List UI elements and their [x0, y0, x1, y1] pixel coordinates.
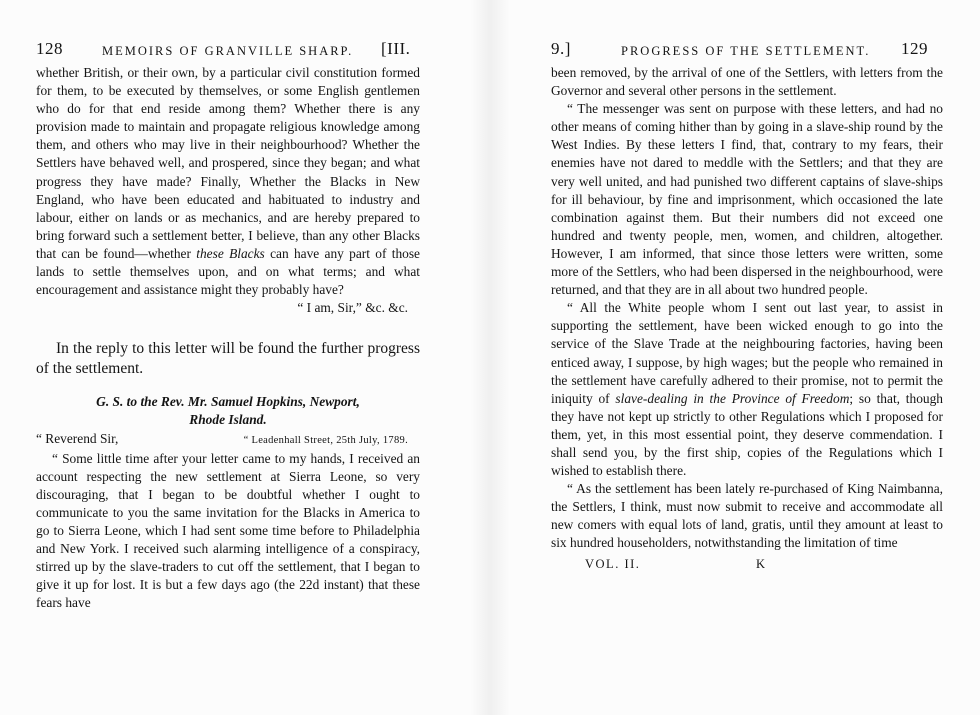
- left-page-header: [36, 39, 420, 64]
- emphasis-text: these Blacks: [196, 245, 265, 261]
- letter-signoff: “ I am, Sir,” &c. &c.: [297, 300, 408, 316]
- right-page: [551, 0, 943, 715]
- running-title: MEMOIRS OF GRANVILLE SHARP.: [102, 44, 354, 58]
- running-title: PROGRESS OF THE SETTLEMENT.: [621, 44, 871, 58]
- letter-paragraph: “ As the settlement has been lately re-purchased of King Naimbanna, the Settlers, I think, must now submit to receive and accommodate all new comers with equal lots of land, gratis, until they amount at least to six hundred householders, notwithstanding the limitation of time: [551, 481, 943, 551]
- page-number: 129: [901, 39, 928, 58]
- right-page-body: [551, 64, 943, 553]
- volume-label: VOL. II.: [585, 556, 641, 571]
- book-gutter: [470, 0, 510, 715]
- section-mark: [III.: [381, 39, 411, 58]
- left-page-body: [36, 64, 420, 612]
- left-page: [36, 0, 420, 715]
- letter-addressee: G. S. to the Rev. Mr. Samuel Hopkins, Newport, Rhode Island.: [96, 394, 360, 428]
- letter-paragraph: “ Some little time after your letter came to my hands, I received an account respecting the new settlement at Sierra Leone, so very discouraging, that I began to be doubtful whether I ought to communicate to you the same invitation for the Blacks in America to go to Sierra Leone, which I had sent some time before to Philadelphia and New York. I received such alarming intelligence of a conspiracy, stirred up by the slave-traders to cut off the settlement, that I began to give it up for lost. It is but a few days ago (the 22d instant) that these fears have: [36, 450, 420, 611]
- section-mark: 9.]: [551, 39, 571, 58]
- page-footer: [551, 557, 943, 577]
- letter-paragraph: “ The messenger was sent on purpose with these letters, and had no other means of coming hither than by going in a slave-ship round by the West Indies. By these letters I find, that, contrary to my fears, their enemies have not dared to meddle with the Settlers; and that they are very well united, and had punished two different captains of slave-ships for ill behaviour, by fine and imprisonment, which occasioned the late combination against them. But their numbers did not exceed one hundred and twenty people, men, women, and children, altogether. However, I am informed, that since those letters were written, some more of the Settlers, who had been dispersed in the neighbourhood, were returned, and that they are in all about two hundred people.: [551, 101, 943, 298]
- signature-mark: K: [756, 556, 767, 571]
- letter-dateline: “ Leadenhall Street, 25th July, 1789.: [243, 434, 408, 446]
- right-page-header: [551, 39, 943, 64]
- reply-note: In the reply to this letter will be found the further progress of the settlement.: [36, 340, 420, 378]
- emphasis-text: slave-dealing in the Province of Freedom: [615, 390, 850, 406]
- letter-paragraph: “ All the White people whom I sent out last year, to assist in supporting the settlement, have been wicked enough to go into the service of the Slave Trade at the neighbouring factories, having been enticed away, I suppose, by high wages; but the people who remained in the settlement have carefully adhered to their promise, not to permit the iniquity of slave-dealing in the Province of Freedom; so that, though they have not kept up strictly to other Regulations which I proposed for them, yet, in this most essential point, they deserve commendation. I shall send you, by the first ship, copies of the Regulations which I wished to establish there.: [551, 300, 944, 479]
- page-number: 128: [36, 39, 63, 58]
- salutation-line: [36, 430, 420, 450]
- salutation: “ Reverend Sir,: [36, 430, 119, 446]
- letter-paragraph: been removed, by the arrival of one of the Settlers, with letters from the Governor and several other persons in the settlement.: [551, 65, 943, 99]
- letter-paragraph: whether British, or their own, by a particular civil constitution formed for them, to be executed by themselves, or some English gentlemen who do for that end reside among them? Whether there is any provision made to maintain and propagate religious knowledge among them, and others who may live in their neighbourhood? Whether the Settlers have behaved well, and prospered, since they began; and what progress they have made? Finally, Whether the Blacks in New England, who have been educated and habituated to industry and labour, either on lands or as mechanics, and are hereby prepared to bring forward such a settlement better, I believe, than any other Blacks that can be found—whether these Blacks can have any part of those lands to settle themselves upon, and on what terms; and what encouragement and assistance might they probably have?: [36, 65, 421, 298]
